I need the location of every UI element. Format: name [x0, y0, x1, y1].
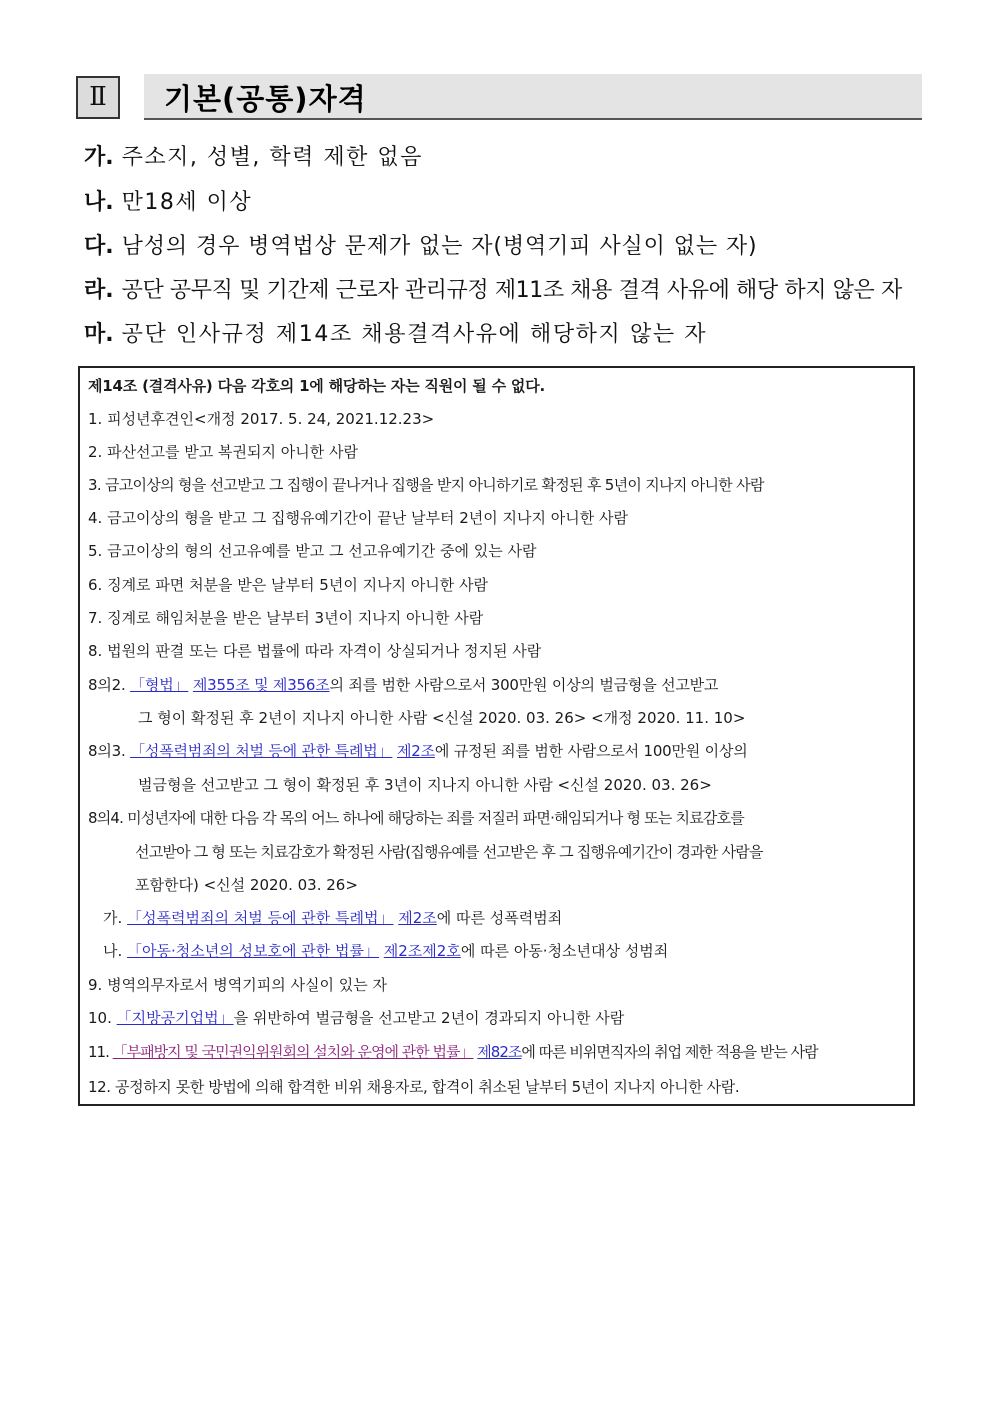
sub-item: 가. 「성폭력범죄의 처벌 등에 관한 특례법」 제2조에 따른 성폭력범죄 [103, 909, 563, 927]
section-title: 기본(공통)자격 [164, 82, 367, 116]
list-item-continuation: 선고받아 그 형 또는 치료감호가 확정된 사람(집행유예를 선고받은 후 그 집행유예기간이 경과한 사람을 [135, 843, 763, 861]
law-link-sexual-violence-act[interactable]: 「성폭력범죄의 처벌 등에 관한 특례법」 [127, 909, 394, 927]
requirement-item: 나. 만18세 이상 [84, 190, 253, 215]
list-item: 9. 병역의무자로서 병역기피의 사실이 있는 자 [88, 976, 387, 994]
list-item: 10. 「지방공기업법」을 위반하여 벌금형을 선고받고 2년이 경과되지 아니한 사람 [88, 1009, 625, 1027]
article-link[interactable]: 제2조 [396, 742, 435, 760]
article-link[interactable]: 제2조 [398, 909, 437, 927]
requirement-item: 라. 공단 공무직 및 기간제 근로자 관리규정 제11조 채용 결격 사유에 해당 하지 않은 자 [84, 278, 902, 303]
law-link-sexual-violence-act[interactable]: 「성폭력범죄의 처벌 등에 관한 특례법」 [130, 742, 393, 760]
list-item: 11. 「부패방지 및 국민권익위원회의 설치와 운영에 관한 법률」 제82조에 따른 비위면직자의 취업 제한 적용을 받는 사람 [88, 1043, 818, 1061]
list-item: 6. 징계로 파면 처분을 받은 날부터 5년이 지나지 아니한 사람 [88, 576, 489, 594]
list-item: 4. 금고이상의 형을 받고 그 집행유예기간이 끝난 날부터 2년이 지나지 아니한 사람 [88, 509, 628, 527]
article-link[interactable]: 제82조 [477, 1043, 522, 1061]
section-number: Ⅱ [76, 76, 120, 119]
list-item: 8의2. 「형법」 제355조 및 제356조의 죄를 범한 사람으로서 300만원 이상의 벌금형을 선고받고 [88, 676, 719, 694]
requirement-item: 다. 남성의 경우 병역법상 문제가 없는 자(병역기피 사실이 없는 자) [84, 234, 758, 259]
section-header [76, 74, 922, 122]
list-item: 2. 파산선고를 받고 복권되지 아니한 사람 [88, 443, 358, 461]
article-link[interactable]: 제355조 및 제356조 [192, 676, 330, 694]
section-title-bar [144, 74, 922, 120]
list-item: 8의3. 「성폭력범죄의 처벌 등에 관한 특례법」 제2조에 규정된 죄를 범한 사람으로서 100만원 이상의 [88, 742, 748, 760]
law-link-youth-protection-act[interactable]: 「아동·청소년의 성보호에 관한 법률」 [127, 942, 379, 960]
list-item: 8. 법원의 판결 또는 다른 법률에 따라 자격이 상실되거나 정지된 사람 [88, 642, 542, 660]
list-item: 12. 공정하지 못한 방법에 의해 합격한 비위 채용자로, 합격이 취소된 날부터 5년이 지나지 아니한 사람. [88, 1078, 740, 1096]
law-link-local-public-enterprise-act[interactable]: 「지방공기업법」 [116, 1009, 234, 1027]
list-item: 8의4. 미성년자에 대한 다음 각 목의 어느 하나에 해당하는 죄를 저질러 파면·해임되거나 형 또는 치료감호를 [88, 809, 744, 827]
list-item: 3. 금고이상의 형을 선고받고 그 집행이 끝나거나 집행을 받지 아니하기로 확정된 후 5년이 지나지 아니한 사람 [88, 476, 764, 494]
sub-item: 나. 「아동·청소년의 성보호에 관한 법률」 제2조제2호에 따른 아동·청소년대상 성범죄 [103, 942, 669, 960]
requirement-item: 가. 주소지, 성별, 학력 제한 없음 [84, 145, 423, 170]
article-title: 제14조 (결격사유) 다음 각호의 1에 해당하는 자는 직원이 될 수 없다. [88, 377, 545, 395]
list-item: 5. 금고이상의 형의 선고유예를 받고 그 선고유예기간 중에 있는 사람 [88, 542, 537, 560]
list-item-continuation: 벌금형을 선고받고 그 형이 확정된 후 3년이 지나지 아니한 사람 <신설 2020. 03. 26> [138, 776, 712, 794]
list-item-continuation: 그 형이 확정된 후 2년이 지나지 아니한 사람 <신설 2020. 03. 26> <개정 2020. 11. 10> [138, 709, 746, 727]
law-link-anti-corruption-act[interactable]: 「부패방지 및 국민권익위원회의 설치와 운영에 관한 법률」 [112, 1043, 474, 1061]
requirement-item: 마. 공단 인사규정 제14조 채용결격사유에 해당하지 않는 자 [84, 322, 708, 347]
law-link-criminal-act[interactable]: 「형법」 [130, 676, 189, 694]
list-item: 7. 징계로 해임처분을 받은 날부터 3년이 지나지 아니한 사람 [88, 609, 484, 627]
list-item: 1. 피성년후견인<개정 2017. 5. 24, 2021.12.23> [88, 410, 435, 428]
list-item-continuation: 포함한다) <신설 2020. 03. 26> [135, 876, 358, 894]
article-link[interactable]: 제2조제2호 [383, 942, 461, 960]
